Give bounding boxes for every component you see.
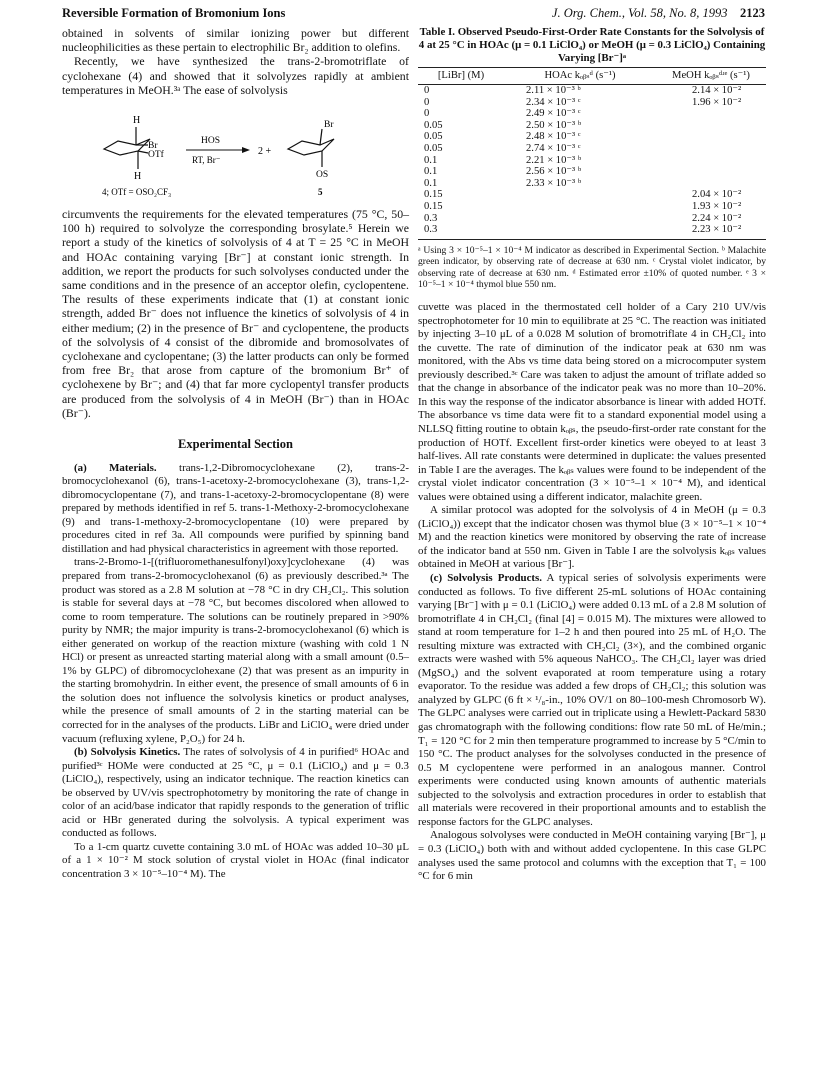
scheme-label-5: 5 [318, 187, 323, 198]
kinetics-paragraph-2: To a 1-cm quartz cuvette containing 3.0 mL of HOAc was added 10–30 μL of a 1 × 10⁻² M stock solution of crystal violet in HOAc (final indicator concentration 3 × 10⁻⁵–10⁻⁴ M). The [62, 840, 409, 881]
products-paragraph [418, 572, 766, 829]
hoac-cell [504, 201, 656, 213]
libr-cell: 0.1 [424, 166, 438, 178]
hoac-cell: 2.56 × 10⁻³ ᵇ [526, 166, 582, 178]
meoh-cell: 1.93 × 10⁻² [692, 200, 742, 212]
meoh-cell [656, 120, 766, 132]
table-header-libr: [LiBr] (M) [418, 68, 504, 85]
kinetics-heading: (b) Solvolysis Kinetics. [74, 746, 181, 759]
intro-lead [62, 26, 409, 97]
table-title: Table I. Observed Pseudo-First-Order Rate Constants for the Solvolysis of 4 at 25 °C in HOAc (μ = 0.1 LiClO₄) or MeOH (μ = 0.3 LiClO₄) Containing Varying [Br⁻]ᵃ [418, 26, 766, 64]
libr-cell: 0.1 [424, 177, 438, 189]
analogous-paragraph: Analogous solvolyses were conducted in MeOH containing varying [Br⁻], μ = 0.3 (LiClO₄) both with and without added cyclopentene. In this case GLPC analyses used the same protocol and columns with the exception that T₁ = 100 °C for 6 min [418, 829, 766, 883]
libr-cell: 0 [424, 84, 430, 96]
meoh-cell [656, 178, 766, 190]
table-row [418, 224, 766, 239]
scheme-otf: OTf [148, 150, 164, 161]
triflate-paragraph: trans-2-Bromo-1-[(trifluoromethanesulfonyl)oxy]cyclohexane (4) was prepared from trans-2-bromocyclohexanol (6) as previously described.³ᵃ The product was stored as a 2.8 M solution at −78 °C in dry CH₂Cl₂. This solution is stable for several days at −78 °C, but becomes discolored when allowed to come to room temperature. The solutions can be routinely prepared in >90% purity by NMR; the major impurity is trans-2-bromocyclohexanol (6) which is either generated on workup of the reaction mixture (washing with cold 1 N HCl) or present as unreacted starting material along with a small amount (0.5–1% by GLPC) of dibromocyclohexane (2) that was present as an impurity in the starting bromohydrin. In either event, the presence of small amounts of 6 in the solution does not influence the solvolysis kinetics or product analyses, while the presence of small amounts of 2 in the starting material can be corrected for in the analyses of the products. LiBr and LiClO₄ were dried under vacuum (refluxing xylene, P₂O₅) for 24 h. [62, 556, 409, 745]
kinetics-text: The rates of solvolysis of 4 in purified⁶ HOAc and purified³ᶜ HOMe were conducted at 25 °C, μ = 0.1 (LiClO₄) and μ = 0.3 (LiClO₄), respectively, using an indicator technique. The reaction kinetics can be observed by UV/vis spectrophotometry by monitoring the rate of change in color of an acid/base indicator that rapidly responds to the generation of triflic acid or HBr generated during the solvolysis. A typical experiment was conducted as follows. [62, 746, 410, 840]
hoac-cell [504, 224, 656, 239]
meoh-cell [656, 155, 766, 167]
libr-cell: 0 [424, 96, 430, 108]
table-row [418, 189, 766, 201]
libr-cell: 0.3 [418, 224, 504, 239]
journal-citation [552, 6, 765, 21]
libr-cell: 0.15 [424, 200, 443, 212]
meoh-cell [656, 143, 766, 155]
page-number: 2123 [740, 6, 765, 20]
cyclohexane-4-ring [104, 127, 150, 169]
meoh-protocol-paragraph: A similar protocol was adopted for the solvolysis of 4 in MeOH (μ = 0.3 (LiClO₄)) except that the indicator chosen was thymol blue (3 × 10⁻⁵–1 × 10⁻⁴ M) and the reaction kinetics were monitored by observing the rate of increase of the indicator band at 550 nm. Given in Table I are the solvolysis kₒᵦₛ values obtained in MeOH at various [Br⁻]. [418, 504, 766, 571]
table-header-hoac: HOAc kₒᵦₛᵈ (s⁻¹) [504, 68, 656, 85]
table-row [418, 213, 766, 225]
scheme-conditions: RT, Br⁻ [192, 155, 221, 166]
scheme-br-left: Br [148, 141, 158, 152]
products-text: A typical series of solvolysis experiments were conducted as follows. To five different 25-mL solutions of HOAc containing varying [Br⁻] with μ = 0.1 (LiClO₄) were added 0.13 mL of a 2.8 M solution of bromotriflate 4 in CH₂Cl₂ (final [4] = 0.015 M). The mixtures were allowed to stand at room temperature for 1–2 h and then poured into 25 mL of H₂O. The resulting mixture was extracted with CH₂Cl₂ (3×), and the combined organic extracts were washed with 5% aqueous NaHCO₃. The CH₂Cl₂ layer was dried (MgSO₄) and the solvent evaporated at room temperature using a rotary evaporator. To the residue was added a few drops of CH₂Cl₂; this solution was analyzed by GLPC (6 ft × ¹/₈-in., 10% OV/1 on 80–100-mesh Chromosorb W). The GLPC analyses were carried out in triplicate using a Hewlett-Packard 5830 gas chromatograph with the following conditions: flow rate 50 mL of He/min.; T₁ = 120 °C for 2 min then temperature programmed to increase by 5 °C/min to 150 °C. The product analyses for the solvolyses conducted in the presence of 0.5 M cyclopentene were performed in an analogous manner. Control experiments were conducted using known amounts of authentic materials subjected to the solvolysis and extraction procedures in order to establish that all materials were recovered in their proportional amounts and to establish the response factors for the GLPC analyses. [418, 572, 766, 828]
intro-paragraph: Recently, we have synthesized the trans-2-bromotriflate of cyclohexane (4) and showed that it solvolyzes rapidly at ambient temperatures in MeOH.³ᵃ The ease of solvolysis [62, 54, 409, 97]
hoac-cell [504, 189, 656, 201]
table-footnotes: ᵃ Using 3 × 10⁻⁵–1 × 10⁻⁴ M indicator as described in Experimental Section. ᵇ Malachite green indicator, by observing rate of decrease at 630 nm. ᶜ Crystal violet indicator, by observing rate of decrease at 630 nm. ᵈ Estimated error ±10% of quoted number. ᵉ 3 × 10⁻⁵–1 × 10⁻⁴ thymol blue 550 nm. [418, 244, 766, 291]
hoac-cell: 2.50 × 10⁻³ ᵇ [526, 119, 582, 131]
left-column [62, 26, 409, 882]
table-row [418, 120, 766, 132]
meoh-cell: 1.96 × 10⁻² [692, 96, 742, 108]
cyclohexane-5-ring [288, 129, 334, 167]
meoh-cell: 2.24 × 10⁻² [692, 212, 742, 224]
table-row [418, 178, 766, 190]
hoac-cell: 2.21 × 10⁻³ ᵇ [526, 154, 582, 166]
meoh-cell: 2.04 × 10⁻² [692, 189, 742, 201]
table-row [418, 166, 766, 178]
libr-cell: 0.3 [424, 212, 438, 224]
table-row [418, 131, 766, 143]
reaction-scheme-drawing [62, 103, 409, 203]
materials-heading: (a) Materials. [74, 461, 157, 474]
meoh-cell [656, 166, 766, 178]
scheme-br-right: Br [324, 120, 334, 131]
running-title: Reversible Formation of Bromonium Ions [62, 6, 286, 20]
table-row [418, 201, 766, 213]
scheme-h-bottom: H [134, 171, 142, 183]
rate-table [418, 67, 766, 239]
intro-results [62, 207, 409, 420]
libr-cell: 0.05 [424, 119, 443, 131]
hoac-cell: 2.34 × 10⁻³ ᶜ [526, 96, 581, 108]
kinetics-paragraph [62, 746, 409, 841]
meoh-cell [656, 131, 766, 143]
table-row [418, 84, 766, 96]
table-row [418, 108, 766, 120]
materials-paragraph [62, 462, 409, 557]
scheme-label-4: 4; OTf = OSO₂CF₃ [102, 187, 172, 198]
intro-results-paragraph: circumvents the requirements for the elevated temperatures (75 °C, 50–100 h) required to solvolyze the corresponding brosylate.⁵ Herein we report a study of the kinetics of solvolysis of 4 at T = 25 °C in MeOH and HOAc containing varying [Br⁻] at constant ionic strength. In addition, we report the products for such solvolyses conducted under the same conditions and in the presence of an acceptor olefin, cyclopentene. The results of these experiments indicate that (1) at constant ionic strength, added Br⁻ does not influence the kinetics of solvolysis of 4 in either medium; (2) in the presence of Br⁻ and cyclopentene, the products of the solvolysis of 4 consist of the dibromide and bromosolvates of cyclohexane and cyclopentane; (3) the latter products can only be formed from free Br₂ that arose from capture of the bromonium Br⁺ of cyclohexene by Br⁻; and (4) that far more cyclopentyl transfer products are produced from the solvolysis of 4 in MeOH (Br⁻) than in HOAc (Br⁻). [62, 207, 409, 420]
table-row [418, 155, 766, 167]
meoh-cell: 2.14 × 10⁻² [692, 84, 742, 96]
cuvette-paragraph: cuvette was placed in the thermostated cell holder of a Cary 210 UV/vis spectrophotometer for 10 min to equilibrate at 25 °C. The reaction was initiated by injecting 3–10 μL of a 0.028 M solution of bromotriflate 4 in CH₂Cl₂ into the cuvette. The rate of diminution of the indicator peak at 630 nm was monitored, with the Abs vs time data being stored on a microcomputer system previously described.³ᶜ Care was taken to adjust the amount of triflate added so that the change in absorbance of the indicator peak was no more than 10–20%. In this way the response of the indicator absorbance is linear with added HOTf. The absorbance vs time data were fit to a standard exponential model using a NLLSQ fitting routine to obtain kₒᵦₛ, the pseudo-first-order rate constant for the production of HOTf. Excellent first-order kinetics were obeyed to at least 3 half-lives. All rate constants were determined in duplicate: the values presented in Table I are the averages. The kₒᵦₛ values were found to be independent of the crystal violet indicator concentration (3 × 10⁻⁵–1 × 10⁻⁴ M), and identical values were obtained using a different indicator, malachite green. [418, 301, 766, 503]
table-row [418, 97, 766, 109]
libr-cell: 0.15 [424, 189, 443, 201]
table-body [418, 84, 766, 239]
hoac-cell: 2.48 × 10⁻³ ᶜ [526, 131, 581, 143]
scheme-product-2: 2 + [258, 146, 272, 158]
section-title: Experimental Section [178, 437, 293, 452]
libr-cell: 0.05 [424, 142, 443, 154]
meoh-cell: 2.23 × 10⁻² [656, 224, 766, 239]
hoac-cell: 2.11 × 10⁻³ ᵇ [526, 84, 581, 96]
right-column [418, 26, 766, 884]
intro-continuation: obtained in solvents of similar ionizing power but different nucleophilicities as these pertain to electrophilic Br₂ addition to olefins. [62, 26, 409, 55]
hoac-cell: 2.49 × 10⁻³ ᶜ [526, 108, 581, 120]
hoac-cell: 2.74 × 10⁻³ ᶜ [526, 142, 581, 154]
scheme-reagent: HOS [201, 136, 221, 147]
table-row [418, 143, 766, 155]
scheme-os: OS [316, 170, 329, 181]
libr-cell: 0.1 [424, 154, 438, 166]
materials-text: trans-1,2-Dibromocyclohexane (2), trans-2-bromocyclohexanol (6), trans-1-acetoxy-2-bromocyclohexane (3), trans-1,2-dibromocyclopentane (7), and trans-1-acetoxy-2-bromocyclopentane (8) were prepared by methods identified in ref 5. trans-1-Methoxy-2-bromocyclohexane (9) and trans-1-methoxy-2-bromocyclopentane (10) were prepared by procedures cited in ref 3a. All compounds were purified by spinning band distillation and had physical characteristics in agreement with those reported. [62, 461, 409, 555]
reaction-scheme [62, 103, 409, 203]
scheme-arrowhead [242, 147, 250, 153]
table-header-meoh: MeOH kₒᵦₛᵈʴᵉ (s⁻¹) [656, 68, 766, 85]
hoac-cell: 2.33 × 10⁻³ ᵇ [526, 177, 582, 189]
scheme-h-top: H [133, 115, 141, 127]
libr-cell: 0.05 [424, 131, 443, 143]
journal-name: J. Org. Chem., Vol. 58, No. 8, 1993 [551, 6, 728, 20]
meoh-cell [656, 108, 766, 120]
products-heading: (c) Solvolysis Products. [430, 572, 542, 585]
hoac-cell [504, 213, 656, 225]
libr-cell: 0 [424, 108, 430, 120]
